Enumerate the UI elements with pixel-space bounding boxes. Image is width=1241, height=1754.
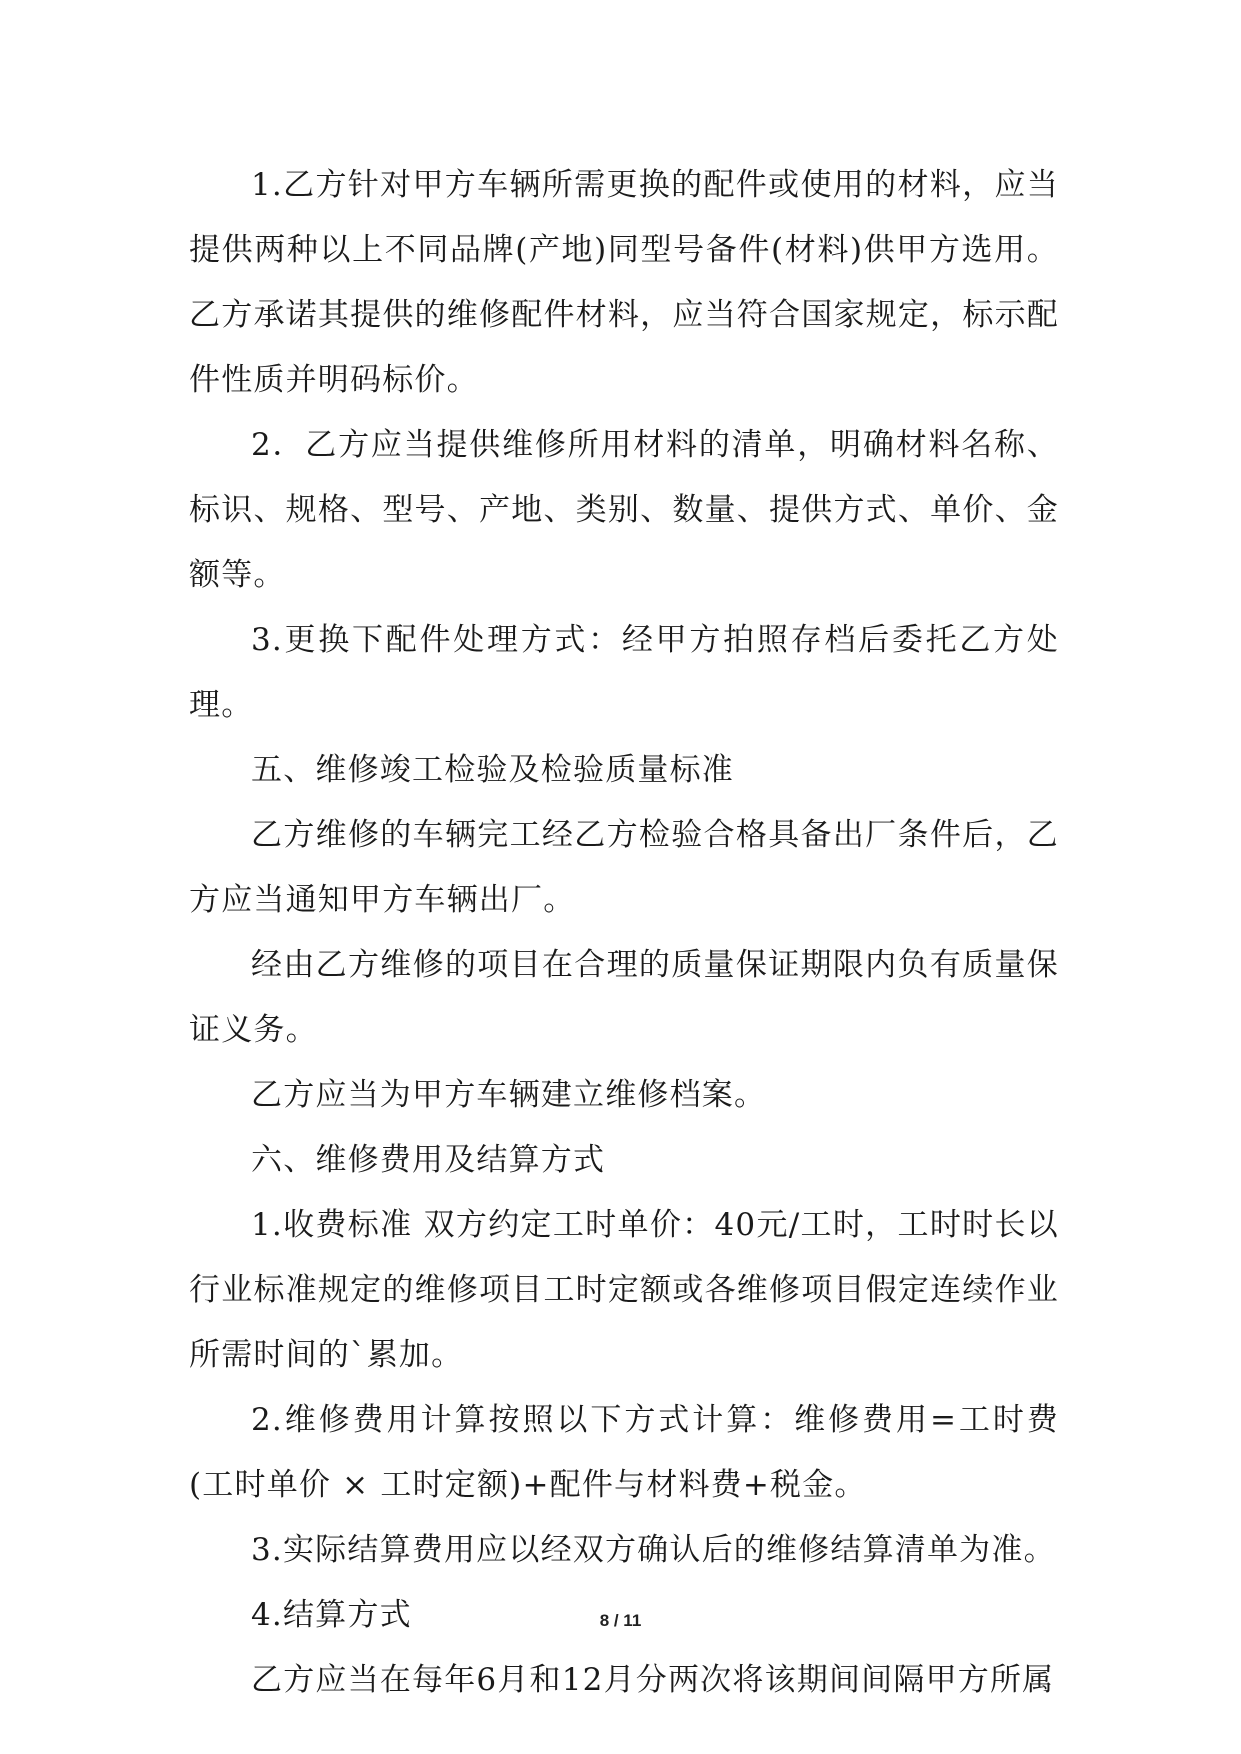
section-heading-inspection: 五、维修竣工检验及检验质量标准	[251, 752, 734, 788]
paragraph-settlement-schedule: 乙方应当在每年6月和12月分两次将该期间间隔甲方所属	[251, 1662, 1055, 1698]
paragraph-settlement-method: 4.结算方式	[251, 1597, 412, 1633]
paragraph-parts-selection: 1.乙方针对甲方车辆所需更换的配件或使用的材料，应当提供两种以上不同品牌(产地)同型号备件(材料)供甲方选用。乙方承诺其提供的维修配件材料，应当符合国家规定，标示配件性质并明码标价。	[189, 167, 1059, 398]
paragraph-actual-settlement: 3.实际结算费用应以经双方确认后的维修结算清单为准。	[251, 1532, 1056, 1568]
page-number: 8 / 11	[599, 1611, 642, 1630]
paragraph-fee-calculation: 2.维修费用计算按照以下方式计算：维修费用=工时费(工时单价 × 工时定额)+配件与材料费+税金。	[189, 1402, 1059, 1503]
paragraph-maintenance-records: 乙方应当为甲方车辆建立维修档案。	[251, 1077, 767, 1113]
paragraph-quality-warranty: 经由乙方维修的项目在合理的质量保证期限内负有质量保证义务。	[189, 947, 1059, 1048]
section-heading-fees: 六、维修费用及结算方式	[251, 1142, 606, 1178]
paragraph-replaced-parts: 3.更换下配件处理方式：经甲方拍照存档后委托乙方处理。	[189, 622, 1059, 723]
paragraph-completion-notice: 乙方维修的车辆完工经乙方检验合格具备出厂条件后，乙方应当通知甲方车辆出厂。	[189, 817, 1059, 918]
paragraph-fee-standard: 1.收费标准 双方约定工时单价：40元/工时，工时时长以行业标准规定的维修项目工时定额或各维修项目假定连续作业所需时间的`累加。	[189, 1207, 1059, 1373]
document-body	[189, 153, 1059, 1713]
paragraph-materials-list: 2．乙方应当提供维修所用材料的清单，明确材料名称、标识、规格、型号、产地、类别、数量、提供方式、单价、金额等。	[189, 427, 1059, 593]
